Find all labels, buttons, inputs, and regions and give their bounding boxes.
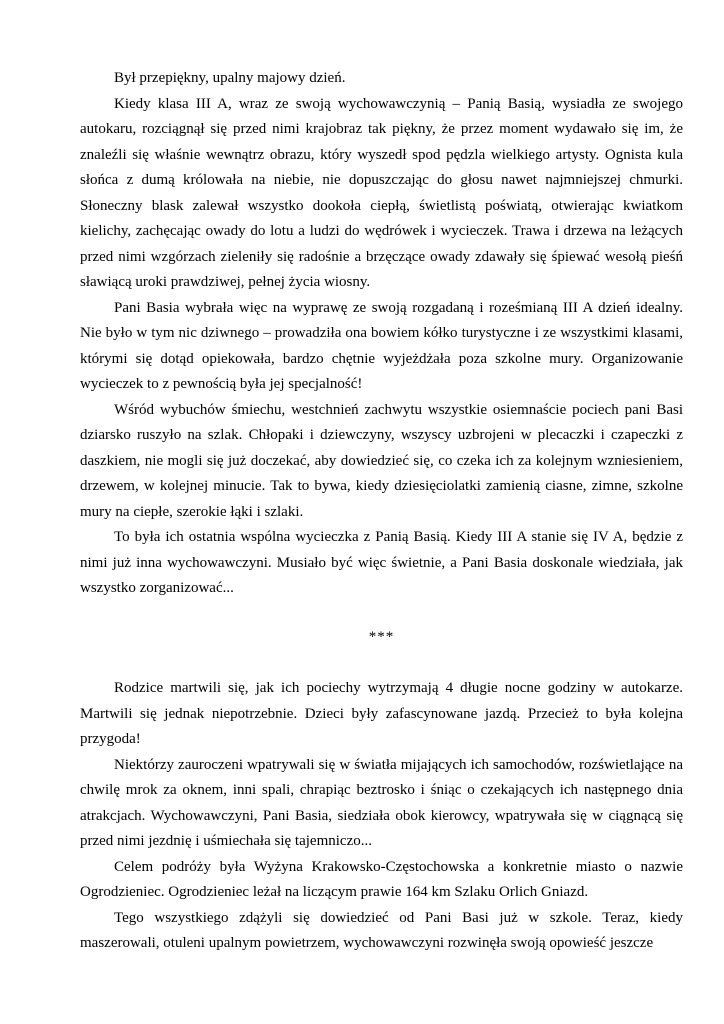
paragraph: Niektórzy zauroczeni wpatrywali się w światła mijających ich samochodów, rozświetlające na chwilę mrok za oknem, inni spali, chrapiąc beztrosko i śniąc o czekających ich następnego dnia atrakcjach. Wychowawczyni, Pani Basia, siedziała obok kierowcy, wpatrywała się w ciągnącą się przed nimi jezdnię i uśmiechała się tajemniczo... [80, 756, 683, 849]
paragraph: Celem podróży była Wyżyna Krakowsko-Częstochowska a konkretnie miasto o nazwie Ogrodzieniec. Ogrodzieniec leżał na liczącym prawie 164 km Szlaku Orlich Gniazd. [80, 858, 683, 900]
section-separator: *** [368, 628, 395, 645]
paragraph: Rodzice martwili się, jak ich pociechy wytrzymają 4 długie nocne godziny w autokarze. Martwili się jednak niepotrzebnie. Dzieci były zafascynowane jazdą. Przecież to była kolejna przygoda! [80, 680, 683, 747]
document-page [80, 66, 683, 957]
paragraph: Kiedy klasa III A, wraz ze swoją wychowawczynią – Panią Basią, wysiadła ze swojego autokaru, rozciągnął się przed nimi krajobraz tak piękny, że przez moment wydawało się im, że znaleźli się właśnie wewnątrz obrazu, który wyszedł spod pędzla wielkiego artysty. Ognista kula słońca z dumą królowała na niebie, nie dopuszczając do głosu nawet najmniejszej chmurki. Słoneczny blask zalewał wszystko dookoła ciepłą, świetlistą poświatą, otwierając kwiatkom kielichy, zachęcając owady do lotu a ludzi do wędrówek i wycieczek. Trawa i drzewa na leżących przed nimi wzgórzach zieleniły się radośnie a brzęczące owady zdawały się śpiewać wesołą pieśń sławiącą uroki prawdziwej, pełnej życia wiosny. [80, 95, 683, 290]
paragraph: Był przepiękny, upalny majowy dzień. [114, 70, 346, 86]
paragraph: Wśród wybuchów śmiechu, westchnień zachwytu wszystkie osiemnaście pociech pani Basi dziarsko ruszyło na szlak. Chłopaki i dziewczyny, wszyscy uzbrojeni w plecaczki i czapeczki z daszkiem, nie mogli się już doczekać, aby dowiedzieć się, co czeka ich za kolejnym wzniesieniem, drzewem, w kolejnej minucie. Tak to bywa, kiedy dziesięciolatki zamienią ciasne, zimne, szkolne mury na ciepłe, szerokie łąki i szlaki. [80, 401, 683, 520]
paragraph: Pani Basia wybrała więc na wyprawę ze swoją rozgadaną i roześmianą III A dzień idealny. Nie było w tym nic dziwnego – prowadziła ona bowiem kółko turystyczne i ze wszystkimi klasami, którymi się dotąd opiekowała, bardzo chętnie wyjeżdżała poza szkolne mury. Organizowanie wycieczek to z pewnością była jej specjalność! [80, 299, 683, 392]
paragraph: To była ich ostatnia wspólna wycieczka z Panią Basią. Kiedy III A stanie się IV A, będzie z nimi już inna wychowawczyni. Musiało być więc świetnie, a Pani Basia doskonale wiedziała, jak wszystko zorganizować... [80, 529, 683, 596]
paragraph-continued: Tego wszystkiego zdążyli się dowiedzieć od Pani Basi już w szkole. Teraz, kiedy maszerowali, otuleni upalnym powietrzem, wychowawczyni rozwinęła swoją opowieść jeszcze [80, 909, 683, 951]
